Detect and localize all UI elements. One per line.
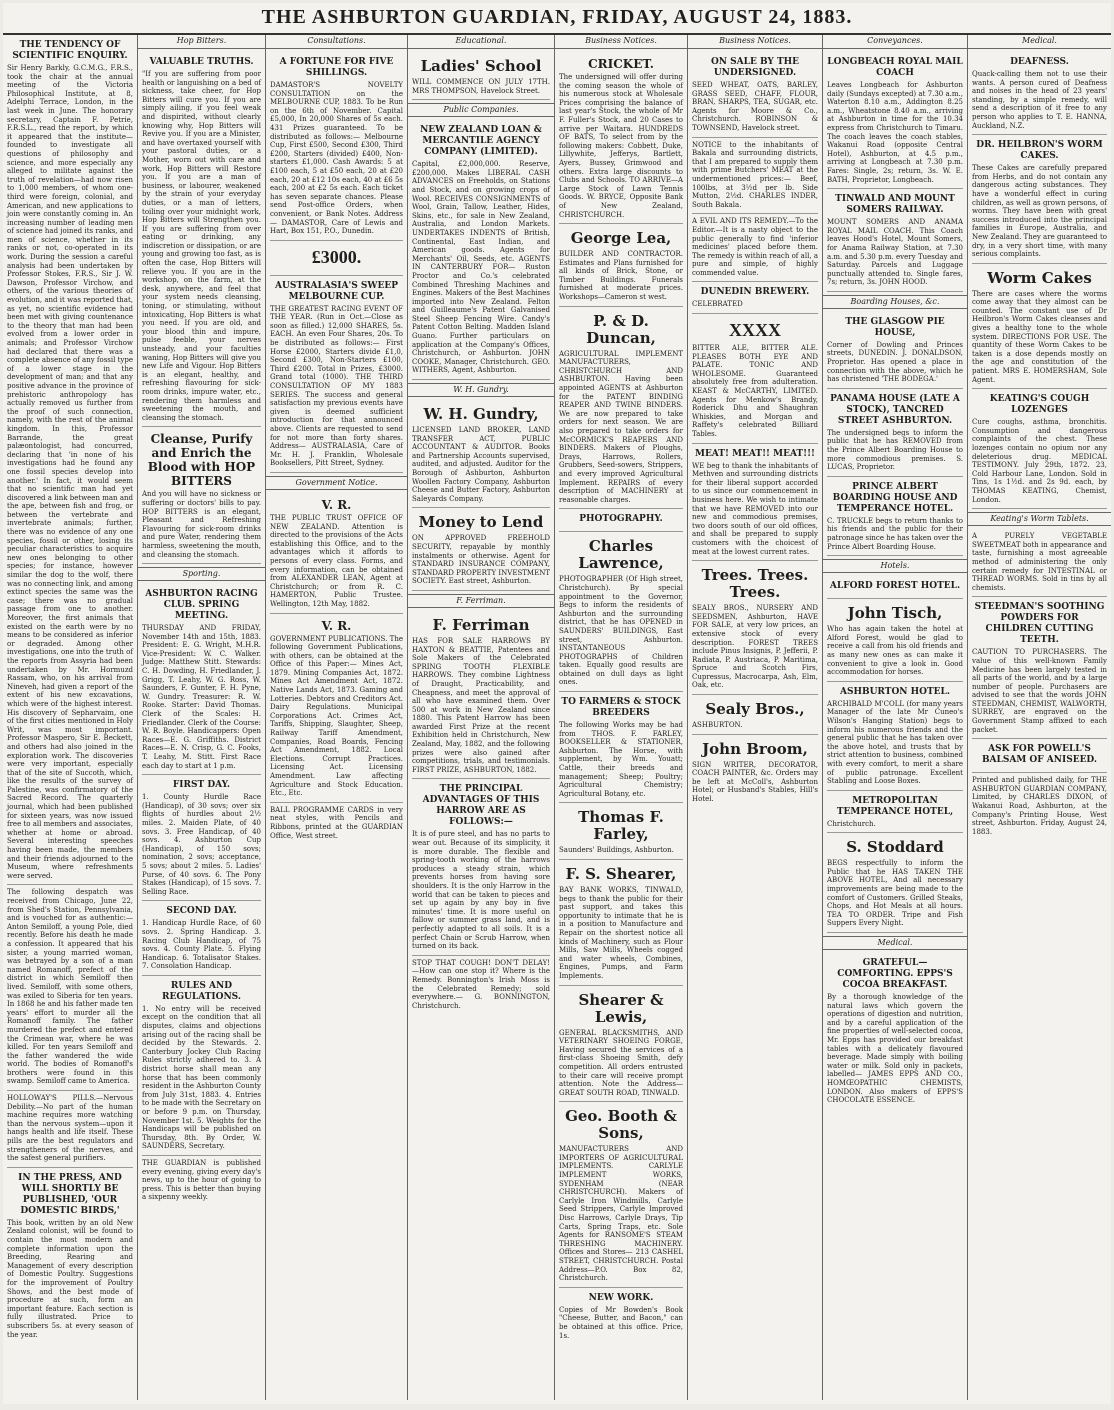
block-title: F. Ferriman [432,615,530,634]
column-3 [266,35,408,1400]
advertisement-block [412,52,550,100]
advertisement-block [827,389,963,477]
block-title: SECOND DAY. [166,906,237,917]
advertisement-block [972,529,1107,597]
advertisement-block [972,389,1107,509]
advertisement-block [559,803,683,860]
advertisement-block [827,312,963,389]
block-title: PRINCE ALBERT BOARDING HOUSE AND TEMPERANCE HOTEL. [832,481,958,514]
block-body: SEED WHEAT, OATS, BARLEY, GRASS SEED, CHAFF, FLOUR, BRAN, SHARPS, TEA, SUGAR, etc. Agents for Moore & Co., Christchurch. ROBINSON & TOWNSEND, Havelock street. [692,81,818,132]
block-body: GENERAL BLACKSMITHS, AND VETERINARY SHOEING FORGE, Having secured the services of a first-class Shoeing Smith, defy competition. All orders entrusted to their care will receive prompt attention. Note the Address— GREAT SOUTH ROAD, TINWALD. [559,1028,683,1097]
block-body: 1. No entry will be received except on the condition that all disputes, claims and objections arising out of the racing shall be decided by the Stewards. 2. Canterbury Jockey Club Racing Rules strictly adhered to. 3. A district horse shall mean any horse that has been commonly resident in the Ashburton County from July 31st, 1883. 4. Entries to be made with the Secretary on or before 9 p.m. on Thursday, November 1st. 5. Weights for the Handicaps will be published on Thursday, 8th. By Order, W. SAUNDERS, Secretary. [142,1004,261,1151]
block-body: C. TRUCKLE begs to return thanks to his friends and the public for their patronage since he has taken over the Prince Albert Boarding House. [827,516,964,551]
block-title: DEAFNESS. [1010,57,1069,67]
advertisement-block [559,692,683,803]
advertisement-block [559,509,683,532]
block-title: STEEDMAN'S SOOTHING POWDERS FOR CHILDREN CUTTING TEETH. [974,602,1105,646]
block-body: Leaves Longbeach for Ashburton daily (Sundays excepted) at 7.30 a.m., Waterton 8.10 a.m., Addington 8.25 a.m., Wheatstone 8.40 a.m., arriving at Ashburton in time for the 10.34 express from Christchurch to Timaru. The coach leaves the coach stables, Wakanui Road (opposite Central Hotel), Ashburton, at 4.5 p.m., arriving at Longbeach at 7.30 p.m. Fares: Single, 2s; return, 3s. W. E. BATH, Proprietor, Longbeach. [827,81,963,184]
block-title: £3000. [311,246,362,267]
block-title: THE TENDENCY OF SCIENTIFIC ENQUIRY. [12,40,128,61]
block-body: Corner of Dowling and Princes streets, DUNEDIN. J. DONALDSON, Proprietor. Has opened a place in connection with the above, which he has christened 'THE BODEGA.' [827,340,963,384]
block-body: THE GREATEST RACING EVENT OF THE YEAR. (Run in Oct.—Close as soon as filled.) 12,000 SHARES, 5s. EACH. An even Four Shares, 20s. To be distributed as follows:— First Horse £2000, Starters divide £1,0, Second £300, Non-Starters £100, Third £200. Total in Prizes, £3000. Grand total (1000). THE THIRD CONSULTATION OF MY 1883 SERIES. The success and general satisfaction my previous events have given is deemed sufficient introduction for that announced above. Clients are requested to send for not more than forty shares. Address— AUSTRALASIA, Care of Mr. H. J. Franklin, Wholesale Booksellers, Pitt Street, Sydney. [270,304,403,468]
advertisement-block [972,739,1107,773]
block-title: V. R. [321,618,352,633]
advertisement-block [270,276,403,473]
block-body: WILL COMMENCE ON JULY 17TH. MRS THOMPSON, Havelock Street. [412,78,550,95]
advertisement-block [972,264,1107,390]
advertisement-block [972,773,1107,840]
block-body: Sir Henry Barkly, G.C.M.G., F.R.S., took the chair at the annual meeting of the Victoria Philosophical Institute, at 8, Adelphi Terrace, London, in the last week in June. The honorary secretary, Captain F. Petrie, F.R.S.L., read the report, by which it appeared that the institute—founded to investigate all questions of philosophy and science, and more especially any alleged to militate against the truth of revelation—had now risen to 1,000 members, of whom one-third were foreign, colonial, and American, and new applications to join were constantly coming in. An increasing number of leading men of science had joined its ranks, and men of science, whether in its ranks or not, co-operated in its work. During the session a careful analysis had been undertaken by Professor Stokes, F.R.S., Sir J. W. Dawson, Professor Virchow, and others, of the various theories of evolution, and it was reported that, as yet, no scientific evidence had been met with giving countenance to the theory that man had been evolved from a lower order in animals; and Professor Virchow had declared that there was a complete absence of any fossil type of a lower stage in the development of man; and that any positive advance in the province of prehistoric anthropology has actually removed us further from the proof of such connection, namely, with the rest of the animal kingdom. In this, Professor Barrande, the great palæontologist, had concurred, declaring that 'in none of his investigations had he found any one fossil species develop into another.' In fact, it would seem that no scientific man had yet discovered a link between man and the ape, between fish and frog, or between the vertebrate and invertebrate animals; further, there was no evidence of any one species, fossil or other, losing its peculiar characteristics to acquire new ones belonging to other species; for instance, however similar the dog to the wolf, there was no connecting link, and among extinct species the same was the case; there was no gradual passage from one to another. Moreover, the first animals that existed on the earth were by no means to be considered as inferior or degraded. Among other investigations, one into the truth of the reports from Assyria had been undertaken by Mr. Hormuzd Rassam, who, on his arrival from Nineveh, had given a report of the extent of his new excavations, which were of the highest interest. His discovery of Sepharvaim, one of the first cities mentioned in Holy Writ, was most important. Professor Maspero, Sir E. Beckett, and others had also joined in the exploration work. The discoveries were very important, especially that of the site of Succoth, which, like the results of the survey of Palestine, was confirmatory of the Sacred Record. The quarterly journal, which had been published for sixteen years, was now issued free to all members and associates, whether at home or abroad. Several interesting speeches having been made, the members and their friends adjourned to the Museum, where refreshments were served. [7,64,133,880]
block-title: S. Stoddard [846,838,944,857]
block-title: ASHBURTON HOTEL. [839,686,951,697]
section-heading: Medical. [823,936,967,950]
block-body: There are cases where the worms come away that they almost can be counted. The constant use of Dr Heilbron's Worm Cakes cleanses and gives a healthy tone to the whole system. DIRECTIONS FOR USE. The quantity of these Worm Cakes to be taken is a dose depends mostly on the age and constitution of the patient. MRS E. HOMERSHAM, Sole Agent. [972,289,1107,384]
advertisement-block [142,427,261,564]
advertisement-block [142,775,261,901]
advertisement-block [972,52,1107,135]
advertisement-block [827,682,963,791]
block-body: It is of pure steel, and has no parts to wear out. Because of its simplicity, it is more durable. The flexible and spring-tooth working of the harrows produces a steady strain, which prevents horses from having sore shoulders. It is the only Harrow in the world that can be taken to pieces and set up again by any boy in five minutes' time. It is more useful on fallow or summer grass land, and is perfectly adapted to all soils. It is a perfect Chain or Scrub Harrow, when turned on its back. [412,830,550,951]
block-title: Ladies' School [420,57,542,75]
block-body: Printed and published daily, for THE ASHBURTON GUARDIAN COMPANY, Limited, by CHARLES DIXON, of Wakanui Road, Ashburton, at the Company's Printing House, West street, Ashburton. Friday, August 24, 1883. [972,776,1107,836]
block-body: HAS FOR SALE HARROWS BY HAXTON & BEATTIE, Patentees and Sole Makers of the Celebrated SPRING TOOTH FLEXIBLE HARROWS. They combine Lightness of Draught, Practicability, and Cheapness, and meet the approval of all who have examined them. Over 500 at work in New Zealand since 1880. This Patent Harrow has been awarded First Prize at the recent Exhibition held in Christchurch, New Zealand, May, 1882, and the following prizes were also gained after competitions, trials, and testimonials. FIRST PRIZE, ASHBURTON, 1882. [412,636,550,774]
block-title: John Broom, [702,739,808,758]
block-body: NOTICE to the inhabitants of Bakala and surrounding districts, that I am prepared to supply them with prime Butchers' MEAT at the undermentioned prices:— Beef, 100lbs, at 3½d per lb. Side Mutton, 2½d. CHARLES INDER, South Bakala. [692,140,818,209]
advertisement-block [827,953,963,1109]
block-title: TINWALD AND MOUNT SOMERS RAILWAY. [835,194,955,216]
advertisement-block [412,611,550,780]
block-title: NEW ZEALAND LOAN & MERCANTILE AGENCY COMPANY (LIMITED). [420,125,542,158]
block-body: BITTER ALE, BITTER ALE. PLEASES BOTH EYE AND PALATE. TONIC AND WHOLESOME. Guaranteed absolutely free from adulteration. KEAST & McCARTHY, LIMITED. Agents for Menkow's Brandy, Roderick Dhu and Shaughran Whiskies, and Morgan and Raffety's celebrated Billiard Tables. [692,344,818,438]
block-title: GRATEFUL—COMFORTING. EPPS'S COCOA BREAKFAST. [837,958,953,991]
advertisement-block [270,241,403,276]
block-body: THE GUARDIAN is published every evening, giving every day's news, up to the hour of going to press. This is better than buying a sixpenny weekly. [142,1158,261,1202]
column-section-head: Hop Bitters. [138,35,265,49]
block-title: MEAT! MEAT!! MEAT!!! [694,448,815,459]
block-body: THURSDAY AND FRIDAY, November 14th and 15th, 1883. President: E. G. Wright, M.H.R. Vice-President: W. C. Walker. Judge: Matthew Stitt. Stewards: C. H. Dowding, H. Friedlander, J. Grigg, T. Leahy, W. G. Ross, W. Saunders, F. Gunter, F. H. Pyne, W. Gundry. Treasurer: R. W. Rooke. Starter: David Thomas. Clerk of the Scales: H. Friedlander. Clerk of the Course: W. R. Boyle. Handicappers: Open Races—E. G. Griffiths. District Races—E. N. Crisp, G. C. Fooks, T. Leahy, M. Stitt. First Race each day to start at 1 p.m. [142,624,261,770]
block-body: STOP THAT COUGH! DON'T DELAY!—How can one stop it? Where is the Remedy. Bonnington's Irish Moss is the Celebrated Remedy; sold everywhere.— G. BONNINGTON, Christchurch. [412,958,550,1010]
block-body: A PURELY VEGETABLE SWEETMEAT both in appearance and taste, furnishing a most agreeable method of administering the only certain remedy for INTESTINAL or THREAD WORMS. Sold in tins by all chemists. [972,532,1107,592]
column-section-head: Business Notices. [555,35,687,49]
column-8 [968,35,1111,1400]
advertisement-block [972,135,1107,264]
block-title: METROPOLITAN TEMPERANCE HOTEL, [836,795,954,817]
section-heading: Boarding Houses, &c. [823,295,967,309]
advertisement-block [559,532,683,692]
block-body: "If you are suffering from poor health or languishing on a bed of sickness, take cheer, for Hop Bitters will cure you. If you are simply ailing, if you feel weak and dispirited, without clearly knowing why, Hop Bitters will Revive you. If you are a Minister, and have overtaxed yourself with your pastoral duties, or a Mother, worn out with care and work, Hop Bitters will Restore you. If you are a man of business, or labourer, weakened by the strain of your everyday duties, or a man of letters, toiling over your midnight work, Hop Bitters will Strengthen you. If you are suffering from over eating or drinking, any indiscretion or dissipation, or are young and growing too fast, as is often the case, Hop Bitters will relieve you. If you are in the workshop, on the farm, at the desk, anywhere, and feel that your system needs cleansing, toning, or stimulating, without intoxicating, Hop Bitters is what you need. If you are old, and your blood thin and impure, pulse feeble, your nerves unsteady, and your faculties waning, Hop Bitters will give you new Life and Vigour. Hop Bitters is an elegant, healthy, and refreshing flavouring for sick-room drinks, impure water, etc., rendering them harmless and sweetening the mouth, and cleansing the stomach. [142,70,261,422]
section-heading: W. H. Gundry. [408,383,554,397]
block-title: TO FARMERS & STOCK BREEDERS [561,697,681,719]
block-title: IN THE PRESS, AND WILL SHORTLY BE PUBLISHED, 'OUR DOMESTIC BIRDS,' [18,1172,122,1216]
advertisement-block [412,956,550,1015]
block-title: ASK FOR POWELL'S BALSAM OF ANISEED. [981,744,1098,766]
block-title: John Tisch, [847,604,943,623]
block-title: Charles Lawrence, [578,537,664,573]
advertisement-block [7,1091,133,1168]
advertisement-block [692,735,818,808]
advertisement-block [827,52,963,189]
advertisement-block [142,584,261,775]
block-title: W. H. Gundry, [423,405,539,424]
advertisement-block [7,885,133,1091]
advertisement-block [827,477,963,556]
section-heading: F. Ferriman. [408,594,554,608]
block-body: DAMASTOR'S NOVELTY CONSULTATION on the MELBOURNE CUP, 1883. To be Run on the 6th of November. Capital £5,000, In 20,000 Shares of 5s each. 431 Prizes guaranteed. To be distributed as follows:— Melbourne Cup, First £500, Second £300, Third £200, Starters (divided) £400, Non-starters £1,000. Cash Awards: 5 at £100 each, 5 at £50 each, 20 at £20 each, 20 at £12 10s each, 40 at £6 5s each, 200 at £2 5s each. Each ticket has seven separate chances. Please send Post-office Orders, when convenient, or Bank Notes. Address— DAMASTOR, Care of Lewis and Hart, Box 151, P.O., Dunedin. [270,81,403,236]
block-title: DUNEDIN BREWERY. [700,287,810,298]
block-title: Sealy Bros., [705,700,805,719]
block-title: A FORTUNE FOR FIVE SHILLINGS. [279,57,394,78]
column-section-head: Educational. [408,35,554,49]
block-title: AUSTRALASIA'S SWEEP MELBOURNE CUP. [275,280,398,302]
block-body: Saunders' Buildings, Ashburton. [559,846,674,855]
block-title: Shearer & Lewis, [578,990,664,1026]
block-body: PHOTOGRAPHER (Of High street, Christchurch). By special appointment to the Governor, Begs to inform the residents of Ashburton and the surrounding district, that he has OPENED in SAUNDERS' BUILDINGS, East street, Ashburton. INSTANTANEOUS PHOTOGRAPHS of Children taken. Equally good results are obtained on dull days as light ones. [559,575,683,687]
advertisement-block [142,976,261,1156]
block-body: AGRICULTURAL IMPLEMENT MANUFACTURERS, CHRISTCHURCH AND ASHBURTON. Having been appointed AGENTS at Ashburton for the PATENT BINDING REAPER AND TWINE BINDERS. We are now prepared to take orders for next season. We are also prepared to take orders for McCORMICK'S REAPERS AND BINDERS. Makers of Ploughs, Drays, Harrows, Rollers, Grubbers, Seed-sowers, Strippers, and every improved Agricultural Implement. REPAIRS of every description of MACHINERY at reasonable charges. [559,349,683,504]
newspaper-page [3,3,1111,1404]
block-body: Capital, £2,000,000. Reserve, £200,000. Makes LIBERAL CASH ADVANCES on Freeholds, on Stations and Stock, and on growing crops of Wool. RECEIVES CONSIGNMENTS of Wool, Grain, Tallow, Leather, Hides, Skins, etc., for sale in New Zealand, Australia, and London Markets. UNDERTAKES INDENTS of British, Continental, East Indian, and American goods. Agents for Merchants' Oil, Seeds, etc. AGENTS IN CANTERBURY FOR— Ruston Proctor and Co.'s celebrated Combined Threshing Machines and Engines. Makers of the Best Machines imported into New Zealand. Felton and Guilleaume's Patent Galvanised Steel Sheep Fencing Wire. Candy's Patent Cotton Belting. Madden Island Guano. Further particulars on application at the Company's Offices, Christchurch, or Ashburton. JOHN COOKE, Manager, Christchurch. GEO. WITHERS, Agent, Ashburton. [412,160,550,375]
section-heading: Keating's Worm Tablets. [968,512,1111,526]
block-body: Quack-calling them not to use their wants. A person cured of Deafness and noises in the head of 23 years' standing, by a simple remedy, will send a description of it free to any person who applies to T. E. HANNA, Auckland, N.Z. [972,70,1107,130]
block-body: BEGS respectfully to inform the Public that he HAS TAKEN THE ABOVE HOTEL, And all necessary improvements are being made to the comfort of Customers. Grilled Steaks, Chops, and Hot Meals at all hours. TEA TO ORDER. Tripe and Fish Suppers Every Night. [827,859,963,928]
block-title: PANAMA HOUSE (LATE A STOCK), TANCRED STREET ASHBURTON. [830,393,960,426]
block-title: DR. HEILBRON'S WORM CAKES. [976,140,1103,162]
advertisement-block [972,597,1107,739]
block-body: Copies of Mr Bowden's Book "Cheese, Butter, and Bacon," can be obtained at this office. Price, 1s. [559,1305,683,1340]
advertisement-block [412,508,550,591]
advertisement-block [559,986,683,1103]
block-body: ASHBURTON. [692,721,743,730]
column-4 [408,35,555,1400]
advertisement-block [692,561,818,695]
block-body: LICENSED LAND BROKER, LAND TRANSFER ACT, PUBLIC ACCOUNTANT & AUDITOR. Books and Partnership Accounts supervised, audited, and adjusted. Auditor for the Borough of Ashburton, Ashburton Woollen Factory Company, Ashburton Cheese and Butter Factory, Ashburton Saleyards Company. [412,426,550,503]
column-2 [138,35,266,1400]
section-heading: Sporting. [138,567,265,581]
advertisement-block [412,779,550,955]
columns-container [3,35,1111,1400]
block-body: BALL PROGRAMME CARDS in very neat styles, with Pencils and Ribbons, printed at the GUARDIAN Office, West street. [270,805,403,840]
block-title: THE GLASGOW PIE HOUSE, [845,316,945,338]
block-title: Geo. Booth & Sons, [565,1107,677,1143]
block-title: F. S. Shearer, [565,865,677,883]
advertisement-block [559,860,683,986]
column-section-head: Conveyances. [823,35,967,49]
advertisement-block [270,803,403,844]
block-title: P. & D. Duncan, [586,311,656,347]
advertisement-block [827,599,963,682]
advertisement-block [142,1156,261,1206]
advertisement-block [827,189,963,292]
advertisement-block [692,52,818,138]
advertisement-block [692,314,818,444]
advertisement-block [827,576,963,599]
section-heading: Public Companies. [408,103,554,117]
block-body: This book, written by an old New Zealand colonist, will be found to contain the most modern and complete information upon the Breeding, Rearing and Management of every description of Domestic Poultry. Suggestions for the improvement of Poultry Shows, and the best mode of procedure at such, form an important feature. Each section is fully illustrated. Price to subscribers 5s. at every season of the year. [7,1218,133,1339]
column-1 [3,35,138,1400]
advertisement-block [559,1288,683,1344]
section-heading: Hotels. [823,559,967,573]
column-5 [555,35,688,1400]
block-body: MOUNT SOMERS AND ANAMA ROYAL MAIL COACH. This Coach leaves Hood's Hotel, Mount Somers, for Anama Railway Station, at 7.30 a.m. and 5.30 p.m. every Tuesday and Saturday. Parcels and Luggage punctually attended to. Single fares, 7s; return, 3s. JOHN HOOD. [827,218,963,287]
block-title: Trees. Trees. Trees. [701,566,809,602]
block-title: PHOTOGRAPHY. [579,514,663,525]
advertisement-block [692,444,818,562]
block-body: The undersigned will offer during the coming season the whole of his numerous stock at Wholesale Prices comprising the balance of last year's Stock, the whole of Mr F. Fuller's Stock, and 20 Cases to arrive per Waitara. HUNDREDS OF BATS, To select from by the following makers: Cobbett, Duke, Lillywhite, Jefferys, Bartlett, Ayers, Bussey, Grimwood and others. Extra large discounts to Clubs and Schools. TO ARRIVE—A Large Stock of Lawn Tennis Goods. W. BRYCE, Opposite Bank of New Zealand, CHRISTCHURCH. [559,73,683,219]
block-body: CAUTION TO PURCHASERS. The value of this well-known Family Medicine has been largely tested in all parts of the world, and by a large number of people. Purchasers are advised to see that the words JOHN STEEDMAN, CHEMIST, WALWORTH, SURREY, are engraved on the Government Stamp affixed to each packet. [972,648,1107,734]
block-title: THE PRINCIPAL ADVANTAGES OF THIS HARROW ARE AS FOLLOWS:— [422,784,540,828]
block-title: ASHBURTON RACING CLUB. SPRING MEETING. [145,589,258,622]
advertisement-block [270,614,403,803]
advertisement-block [559,52,683,224]
advertisement-block [559,307,683,510]
block-body: ON APPROVED FREEHOLD SECURITY, repayable by monthly instalments or otherwise. Agent for STANDARD INSURANCE COMPANY, STANDARD PROPERTY INVESTMENT SOCIETY. East street, Ashburton. [412,534,550,586]
block-body: GOVERNMENT PUBLICATIONS. The following Government Publications, with others, can be obtained at the Office of this Paper:— Mines Act, 1879. Mining Companies Act, 1872. Mines Act Amendment Act, 1872. Native Lands Act, 1873. Gaming and Lotteries. Debtors and Creditors Act. Dairy Regulations. Municipal Corporations Act. Crimes Act, Tariffs, Shipping, Slaughter, Sheep, Railway Tariff Amendment, Companies, Road Boards, Fencing Act Amendment, 1882. Local Elections. Corrupt Practices. Licensing Act. Licensing Amendment. Law affecting Agriculture and Stock Education. Etc., Etc. [270,634,403,798]
block-body: 1. County Hurdle Race (Handicap), of 30 sovs; over six flights of hurdles about 2½ miles. 2. Maiden Plate, of 40 sovs. 3. Free Handicap, of 40 sovs. 4. Ashburton Cup (Handicap), of 150 sovs; nomination, 2 sovs; acceptance, 5 sovs; about 2 miles. 5. Ladies' Purse, of 40 sovs. 6. The Pony Stakes (Handicap), of 15 sovs. 7. Selling Race. [142,793,261,896]
block-body: Cure coughs, asthma, bronchitis. Consumption and dangerous complaints of the chest. These lozenges contain no opium nor any deleterious drug. MEDICAL TESTIMONY. July 29th, 1872. 23, Cold Harbour Lane, London. Sold in Tins, 1s 1½d. and 2s 9d. each, by THOMAS KEATING, Chemist, London. [972,418,1107,504]
block-title: VALUABLE TRUTHS. [149,57,254,67]
block-body: ARCHIBALD M'COLL (for many years Manager of the late Mr Cuneo's Wilson's Hanging Station) begs to inform his numerous friends and the general public that he has taken over the above hotel, and trusts that by strict attention to business, combined with every comfort, to merit a share of public patronage. Excellent Stabling and Loose Boxes. [827,699,963,786]
advertisement-block [142,901,261,976]
block-body: SIGN WRITER, DECORATOR, COACH PAINTER, &c. Orders may be left at McColl's, Ashburton Hotel; or Husband's Stables, Hill's Hotel. [692,760,818,804]
block-body: SEALY BROS., NURSERY AND SEEDSMEN, Ashburton, HAVE FOR SALE, at very low prices, an extensive stock of every description. FOREST TREES include Pinus Insignis, P. Jefferii, P. Radiata, P. Austriaca, P. Maritima, Spruce and Scotch Firs, Cupressus, Macrocarpa, Ash, Elm, Oak, etc. [692,604,818,690]
advertisement-block [559,1102,683,1288]
block-body: MANUFACTURERS AND IMPORTERS OF AGRICULTURAL IMPLEMENTS. CARLYLE IMPLEMENT WORKS, SYDENHAM (NEAR CHRISTCHURCH). Makers of Carlyle Iron Windmills, Carlyle Seed Strippers, Carlyle Improved Disc Harrows, Carlyle Drays, Tip Carts, Spring Traps, etc. Sole Agents for RANSOME'S STEAM THRESHING MACHINERY. Offices and Stores— 213 CASHEL STREET, CHRISTCHURCH. Postal Address—P.O. Box 82, Christchurch. [559,1145,683,1283]
section-heading: Government Notice. [266,476,407,490]
block-title: Worm Cakes [987,268,1092,287]
block-title: CRICKET. [588,57,654,71]
column-section-head: Medical. [968,35,1111,49]
block-title: FIRST DAY. [172,780,231,791]
advertisement-block [692,138,818,215]
advertisement-block [7,1168,133,1343]
column-6 [688,35,823,1400]
column-section-head: Consultations. [266,35,407,49]
block-body: Who has again taken the hotel at Alford Forest, would be glad to receive a call from his old friends and as many new ones as can make it convenient to give a look in. Good accommodation for horses. [827,625,963,677]
advertisement-block [270,52,403,241]
block-title: ON SALE BY THE UNDERSIGNED. [710,57,800,78]
block-title: RULES AND REGULATIONS. [162,980,241,1002]
block-body: BUILDER AND CONTRACTOR. Estimates and Plans furnished for all kinds of Brick, Stone, or Timber Buildings. Funerals furnished at moderate prices. Workshops—Cameron st west. [559,250,683,302]
block-body: CELEBRATED [692,300,743,309]
block-title: Cleanse, Purify and Enrich the Blood with HOP BITTERS [147,432,256,489]
advertisement-block [142,52,261,427]
block-body: The following despatch was received from Chicago, June 22, from Shed's Station, Pennsylvania, and is vouched for as authentic:—Anton Semiloff, a young Pole, died recently. Before his death he made a confession. It appeared that his sister, a young married woman, was betrayed by a son of a man named Romanoff, prefect of the district in which Semiloff then lived. Semiloff, with some others, was exiled to Siberia for ten years. In 1868 he and his father made ten years' effort to murder all the Romanoff family. The father murdered the prefect and entered the Crimean war, where he was killed. For ten years Semiloff and the father wandered the wide world. The bodies of Romanoff's brothers were found in this swamp. Semiloff came to America. [7,888,133,1086]
advertisement-block [7,35,133,885]
advertisement-block [412,400,550,508]
advertisement-block [692,282,818,314]
block-body: A EVIL AND ITS REMEDY.—To the Editor.—It is a nasty object to the public generally to find 'inferior medicines' placed before them. The remedy is within reach of all, a pure and simple, of highly commended value. [692,217,818,277]
advertisement-block [412,120,550,380]
advertisement-block [559,224,683,307]
advertisement-block [270,493,403,614]
block-body: The following Works may be had from THOS. F. FARLEY, BOOKSELLER & STATIONER, Ashburton. The Horse, with supplement, by Wm. Youatt; Cattle, their breeds and management; Sheep; Poultry; Agricultural Chemistry; Agricultural Botany, etc. [559,721,683,798]
block-title: V. R. [321,497,352,512]
block-title: NEW WORK. [588,1292,654,1303]
masthead: THE ASHBURTON GUARDIAN, FRIDAY, AUGUST 24, 1883. [3,3,1111,35]
block-body: These Cakes are carefully prepared from Herbs, and do not contain any dangerous acting substances. They have a wonderful effect in curing children, as well as grown persons, of worms. They have been with great success introduced into the principal families in Europe, Australia, and New Zealand. They are guaranteed to dry, in a very short time, with many serious complaints. [972,164,1107,259]
block-body: BAY BANK WORKS, TINWALD, begs to thank the public for their past support, and takes this opportunity to intimate that he is in a position to Manufacture and Repair on the shortest notice all kinds of Machinery, such as Flour Mills, Saw Mills, Wheels cogged and water wheels, Combines, Engines, Pumps, and Farm Implements. [559,886,683,980]
block-body: And you will have no sickness or suffering or doctors' bills to pay. HOP BITTERS is an elegant, Pleasant and Refreshing Flavouring for sick-room drinks and pure Water, rendering them harmless, sweetening the mouth, and cleansing the stomach. [142,490,261,559]
block-body: The undersigned begs to inform the public that he has REMOVED from the Prince Albert Boarding House to more commodious premises. S. LUCAS, Proprietor. [827,428,963,472]
block-body: By a thorough knowledge of the natural laws which govern the operations of digestion and nutrition, and by a careful application of the fine properties of well-selected cocoa, Mr. Epps has provided our breakfast tables with a delicately flavoured beverage. Made simply with boiling water or milk. Sold only in packets, labelled— JAMES EPPS AND CO., HOMŒOPATHIC CHEMISTS, LONDON. Also makers of EPPS'S CHOCOLATE ESSENCE. [827,993,963,1105]
advertisement-block [827,791,963,834]
block-title: LONGBEACH ROYAL MAIL COACH [827,57,963,78]
block-title: KEATING'S COUGH LOZENGES [989,394,1090,416]
block-body: WE beg to thank the inhabitants of Methven and surrounding districts for their liberal support accorded to us since our commencement in business here. We wish to intimate that we have REMOVED into our new and commodious premises, two doors south of our old offices, and shall be prepared to supply customers with the choicest of meat at the lowest current rates. [692,461,818,556]
block-title: Thomas F. Farley, [578,808,664,844]
block-title: Money to Lend [418,513,544,532]
block-title: ALFORD FOREST HOTEL. [829,581,961,592]
block-body: Christchurch. [827,819,876,828]
advertisement-block [692,214,818,282]
block-body: HOLLOWAY'S PILLS.—Nervous Debility.—No part of the human machine requires more watching than the nervous system—upon it hangs health and life itself. These pills are the best regulators and strengtheners of the nerves, and the safest general purifiers. [7,1094,133,1163]
block-title: XXXX [729,320,781,341]
advertisement-block [827,833,963,933]
advertisement-block [692,695,818,735]
column-7 [823,35,968,1400]
block-body: 1. Handicap Hurdle Race, of 60 sovs. 2. Spring Handicap. 3. Racing Club Handicap, of 75 sovs. 4. County Plate. 5. Flying Handicap. 6. Totalisator Stakes. 7. Consolation Handicap. [142,919,261,971]
block-body: THE PUBLIC TRUST OFFICE OF NEW ZEALAND. Attention is directed to the provisions of the Acts establishing this Office, and to the advantages which it affords to persons of every class. Forms, and every information, can be obtained from ALEXANDER LEAN, Agent at Christchurch; or from R. C. HAMERTON, Public Trustee. Wellington, 12th May, 1882. [270,513,403,608]
column-section-head: Business Notices. [688,35,822,49]
block-title: George Lea, [570,229,672,248]
